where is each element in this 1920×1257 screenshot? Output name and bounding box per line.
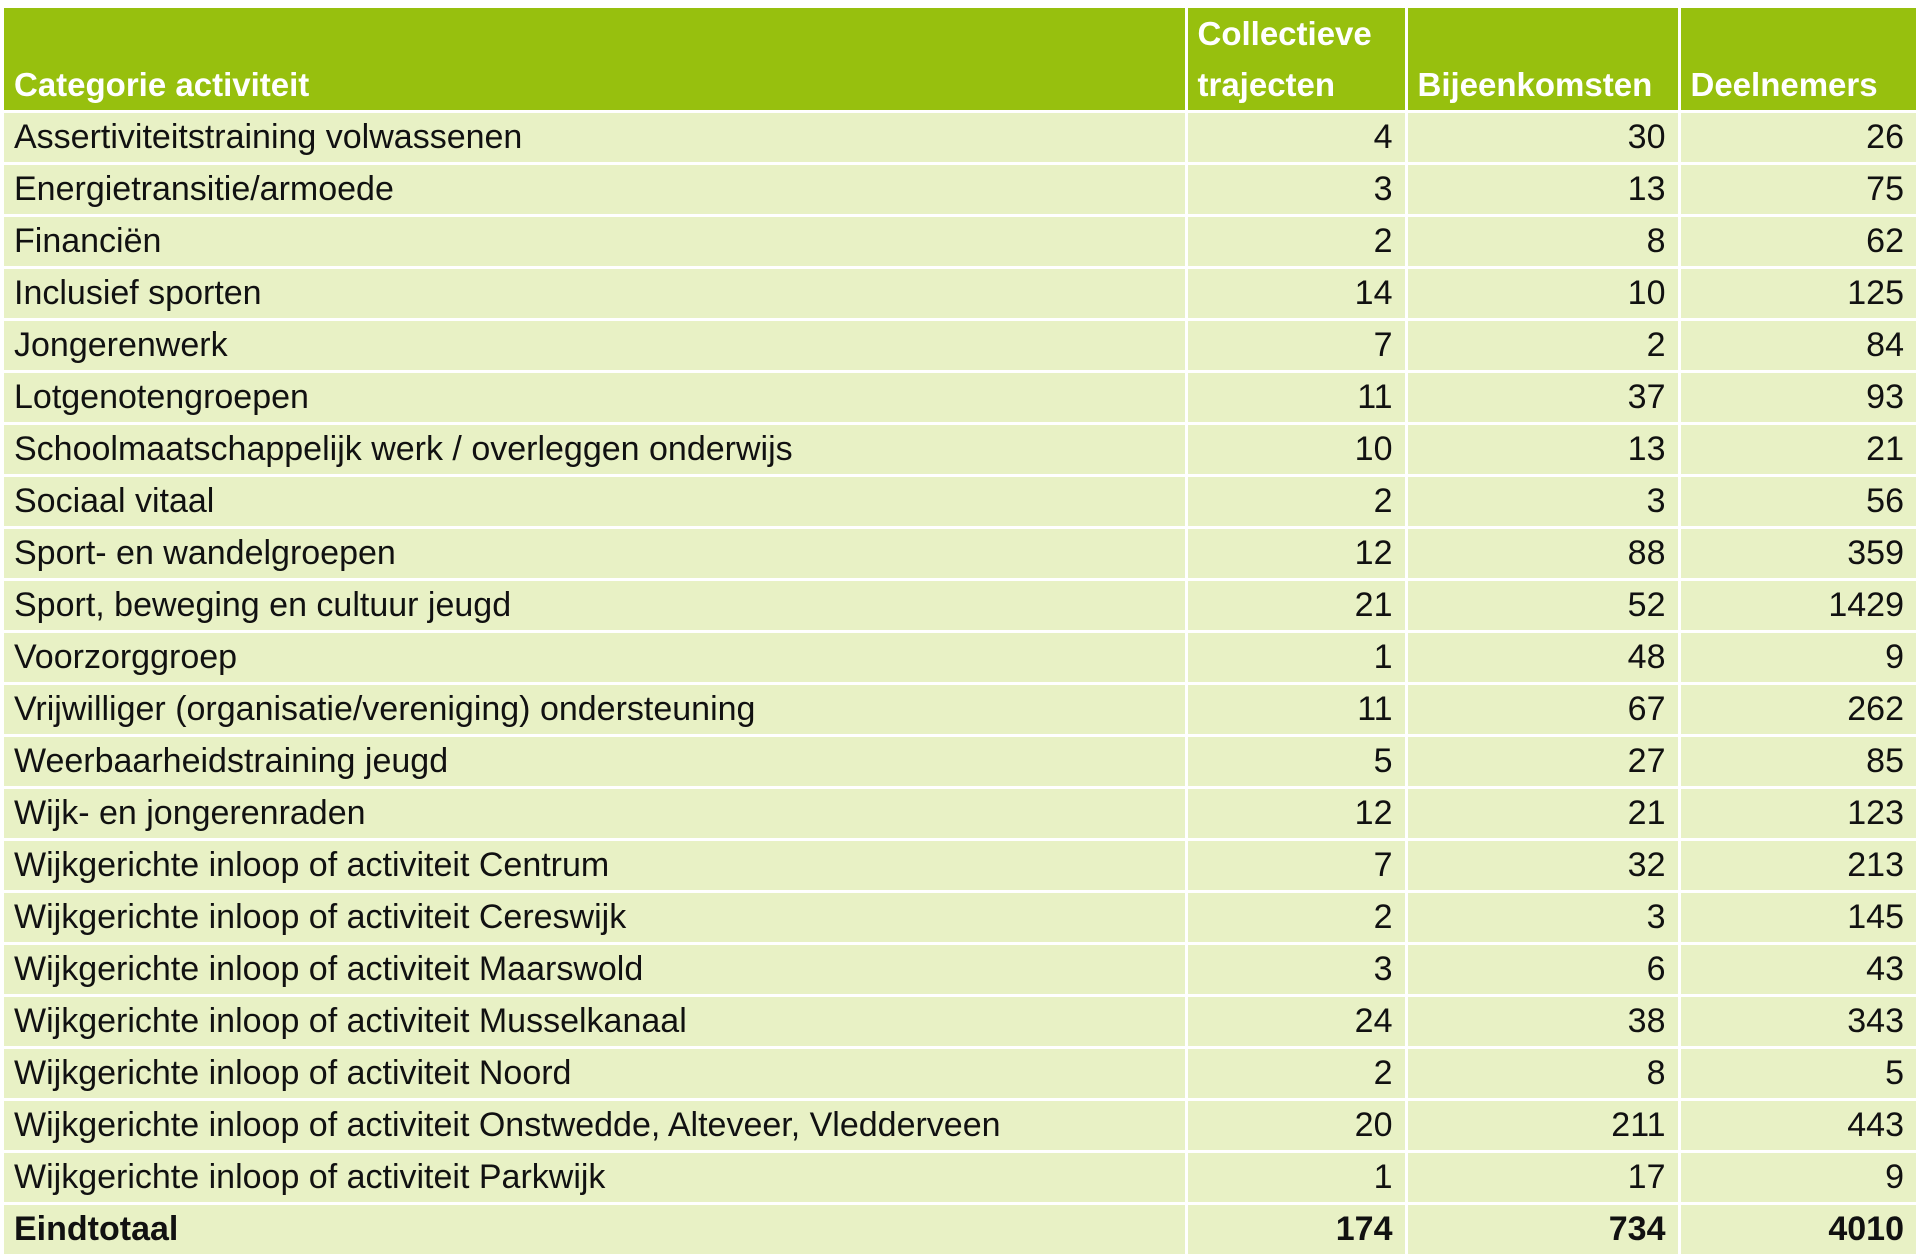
deelnemers-cell: 262 — [1679, 684, 1916, 736]
bijeenkomsten-cell: 3 — [1406, 476, 1679, 528]
deelnemers-cell: 1429 — [1679, 580, 1916, 632]
category-cell: Energietransitie/armoede — [4, 164, 1186, 216]
table-header-row — [4, 8, 1916, 112]
category-cell: Schoolmaatschappelijk werk / overleggen onderwijs — [4, 424, 1186, 476]
deelnemers-cell: 125 — [1679, 268, 1916, 320]
collectieve-trajecten-cell: 20 — [1186, 1100, 1406, 1152]
collectieve-trajecten-cell: 14 — [1186, 268, 1406, 320]
activity-table-container — [4, 8, 1916, 1257]
deelnemers-cell: 343 — [1679, 996, 1916, 1048]
total-category-cell: Eindtotaal — [4, 1204, 1186, 1256]
deelnemers-cell: 26 — [1679, 112, 1916, 164]
category-cell: Assertiviteitstraining volwassenen — [4, 112, 1186, 164]
category-cell: Wijkgerichte inloop of activiteit Parkwijk — [4, 1152, 1186, 1204]
collectieve-trajecten-cell: 11 — [1186, 684, 1406, 736]
table-row — [4, 268, 1916, 320]
table-row — [4, 164, 1916, 216]
collectieve-trajecten-cell: 24 — [1186, 996, 1406, 1048]
bijeenkomsten-cell: 17 — [1406, 1152, 1679, 1204]
category-cell: Wijkgerichte inloop of activiteit Maarswold — [4, 944, 1186, 996]
collectieve-trajecten-cell: 4 — [1186, 112, 1406, 164]
table-row — [4, 1048, 1916, 1100]
collectieve-trajecten-cell: 5 — [1186, 736, 1406, 788]
bijeenkomsten-cell: 13 — [1406, 424, 1679, 476]
deelnemers-cell: 359 — [1679, 528, 1916, 580]
table-row — [4, 944, 1916, 996]
collectieve-trajecten-cell: 1 — [1186, 632, 1406, 684]
collectieve-trajecten-cell: 1 — [1186, 1152, 1406, 1204]
deelnemers-cell: 85 — [1679, 736, 1916, 788]
total-collectieve-trajecten-cell: 174 — [1186, 1204, 1406, 1256]
total-bijeenkomsten-cell: 734 — [1406, 1204, 1679, 1256]
deelnemers-cell: 21 — [1679, 424, 1916, 476]
bijeenkomsten-cell: 10 — [1406, 268, 1679, 320]
deelnemers-cell: 84 — [1679, 320, 1916, 372]
collectieve-trajecten-cell: 12 — [1186, 788, 1406, 840]
collectieve-trajecten-cell: 2 — [1186, 216, 1406, 268]
deelnemers-cell: 9 — [1679, 632, 1916, 684]
deelnemers-cell: 123 — [1679, 788, 1916, 840]
table-row — [4, 320, 1916, 372]
category-cell: Jongerenwerk — [4, 320, 1186, 372]
category-cell: Voorzorggroep — [4, 632, 1186, 684]
table-row — [4, 892, 1916, 944]
table-row — [4, 684, 1916, 736]
deelnemers-cell: 93 — [1679, 372, 1916, 424]
bijeenkomsten-cell: 21 — [1406, 788, 1679, 840]
category-cell: Wijkgerichte inloop of activiteit Musselkanaal — [4, 996, 1186, 1048]
table-row — [4, 996, 1916, 1048]
table-row — [4, 1100, 1916, 1152]
deelnemers-cell: 43 — [1679, 944, 1916, 996]
category-cell: Sport- en wandelgroepen — [4, 528, 1186, 580]
category-cell: Wijkgerichte inloop of activiteit Centrum — [4, 840, 1186, 892]
category-cell: Financiën — [4, 216, 1186, 268]
table-row — [4, 1152, 1916, 1204]
header-categorie-activiteit: Categorie activiteit — [4, 8, 1186, 112]
table-row — [4, 788, 1916, 840]
collectieve-trajecten-cell: 21 — [1186, 580, 1406, 632]
table-row — [4, 112, 1916, 164]
table-row — [4, 372, 1916, 424]
category-cell: Wijkgerichte inloop of activiteit Noord — [4, 1048, 1186, 1100]
table-row — [4, 528, 1916, 580]
bijeenkomsten-cell: 3 — [1406, 892, 1679, 944]
table-row — [4, 216, 1916, 268]
table-body — [4, 112, 1916, 1256]
category-cell: Wijk- en jongerenraden — [4, 788, 1186, 840]
bijeenkomsten-cell: 30 — [1406, 112, 1679, 164]
category-cell: Weerbaarheidstraining jeugd — [4, 736, 1186, 788]
bijeenkomsten-cell: 52 — [1406, 580, 1679, 632]
bijeenkomsten-cell: 211 — [1406, 1100, 1679, 1152]
deelnemers-cell: 75 — [1679, 164, 1916, 216]
bijeenkomsten-cell: 67 — [1406, 684, 1679, 736]
collectieve-trajecten-cell: 2 — [1186, 892, 1406, 944]
category-cell: Lotgenotengroepen — [4, 372, 1186, 424]
deelnemers-cell: 213 — [1679, 840, 1916, 892]
bijeenkomsten-cell: 8 — [1406, 1048, 1679, 1100]
total-deelnemers-cell: 4010 — [1679, 1204, 1916, 1256]
category-cell: Sociaal vitaal — [4, 476, 1186, 528]
bijeenkomsten-cell: 88 — [1406, 528, 1679, 580]
bijeenkomsten-cell: 27 — [1406, 736, 1679, 788]
deelnemers-cell: 443 — [1679, 1100, 1916, 1152]
header-bijeenkomsten: Bijeenkomsten — [1406, 8, 1679, 112]
collectieve-trajecten-cell: 2 — [1186, 1048, 1406, 1100]
bijeenkomsten-cell: 32 — [1406, 840, 1679, 892]
bijeenkomsten-cell: 13 — [1406, 164, 1679, 216]
deelnemers-cell: 9 — [1679, 1152, 1916, 1204]
header-deelnemers: Deelnemers — [1679, 8, 1916, 112]
collectieve-trajecten-cell: 3 — [1186, 944, 1406, 996]
deelnemers-cell: 56 — [1679, 476, 1916, 528]
collectieve-trajecten-cell: 12 — [1186, 528, 1406, 580]
bijeenkomsten-cell: 2 — [1406, 320, 1679, 372]
collectieve-trajecten-cell: 3 — [1186, 164, 1406, 216]
table-row — [4, 632, 1916, 684]
activity-table — [4, 8, 1916, 1257]
collectieve-trajecten-cell: 7 — [1186, 840, 1406, 892]
table-row — [4, 476, 1916, 528]
collectieve-trajecten-cell: 10 — [1186, 424, 1406, 476]
category-cell: Wijkgerichte inloop of activiteit Onstwedde, Alteveer, Vledderveen — [4, 1100, 1186, 1152]
bijeenkomsten-cell: 6 — [1406, 944, 1679, 996]
header-collectieve-trajecten: Collectieve trajecten — [1186, 8, 1406, 112]
deelnemers-cell: 5 — [1679, 1048, 1916, 1100]
category-cell: Vrijwilliger (organisatie/vereniging) ondersteuning — [4, 684, 1186, 736]
bijeenkomsten-cell: 37 — [1406, 372, 1679, 424]
category-cell: Inclusief sporten — [4, 268, 1186, 320]
table-row — [4, 580, 1916, 632]
category-cell: Wijkgerichte inloop of activiteit Cereswijk — [4, 892, 1186, 944]
bijeenkomsten-cell: 38 — [1406, 996, 1679, 1048]
collectieve-trajecten-cell: 2 — [1186, 476, 1406, 528]
deelnemers-cell: 145 — [1679, 892, 1916, 944]
table-row — [4, 424, 1916, 476]
total-row — [4, 1204, 1916, 1256]
bijeenkomsten-cell: 8 — [1406, 216, 1679, 268]
table-row — [4, 736, 1916, 788]
deelnemers-cell: 62 — [1679, 216, 1916, 268]
category-cell: Sport, beweging en cultuur jeugd — [4, 580, 1186, 632]
collectieve-trajecten-cell: 11 — [1186, 372, 1406, 424]
bijeenkomsten-cell: 48 — [1406, 632, 1679, 684]
collectieve-trajecten-cell: 7 — [1186, 320, 1406, 372]
table-row — [4, 840, 1916, 892]
